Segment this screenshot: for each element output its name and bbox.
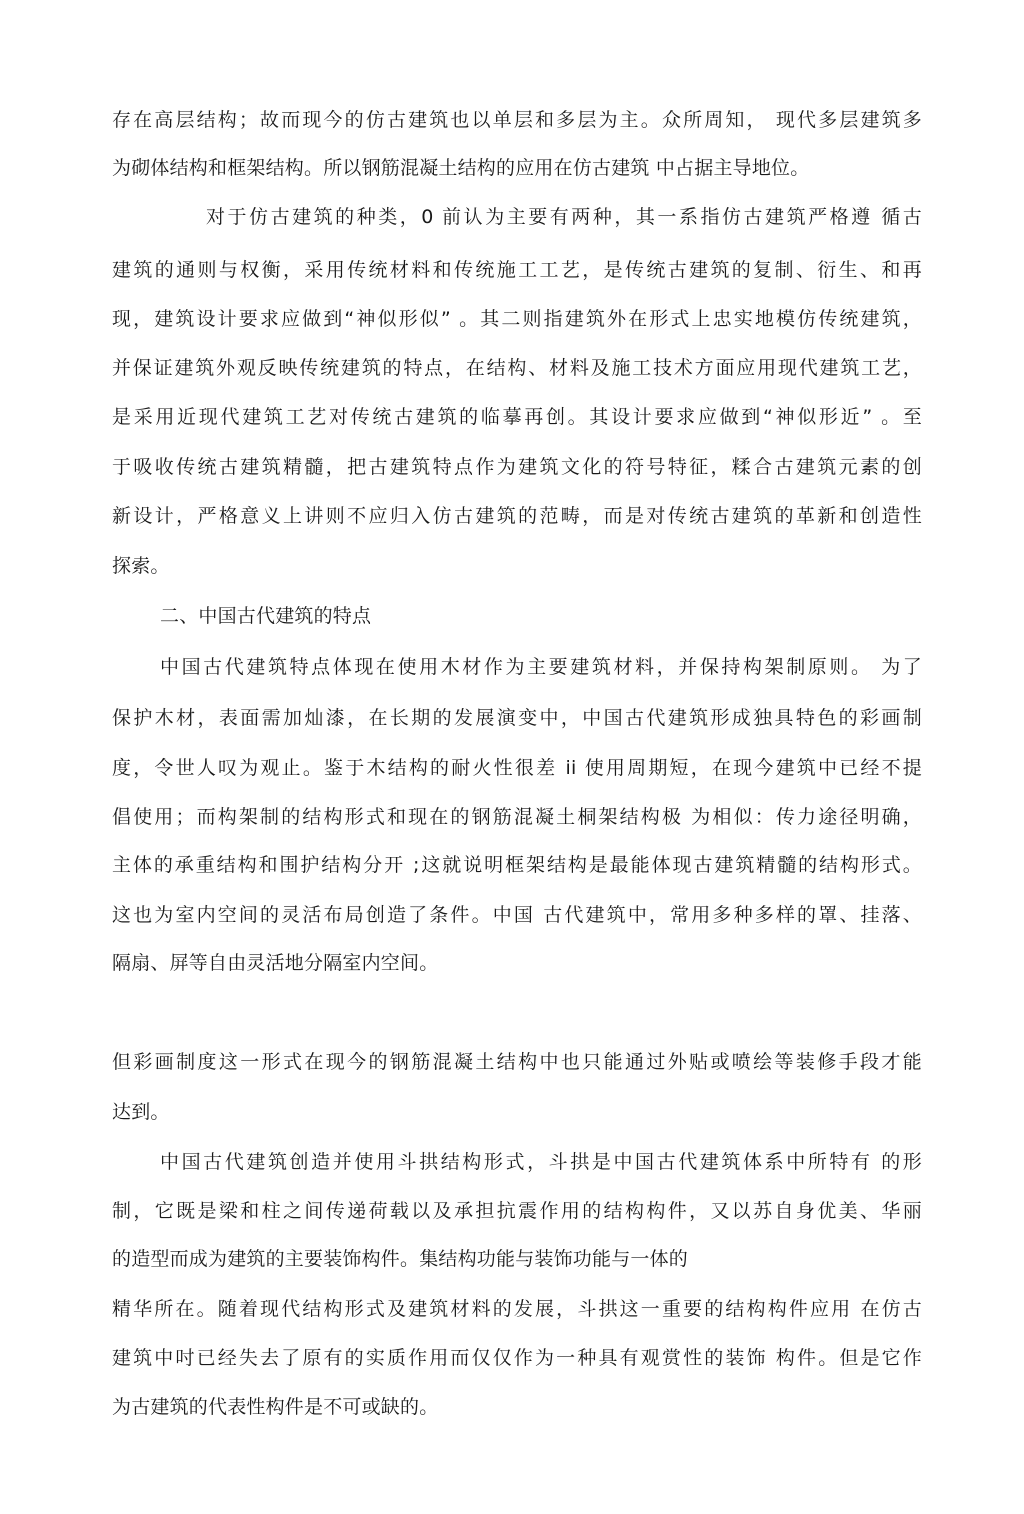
text-line: 于吸收传统古建筑精髓，把古建筑特点作为建筑文化的符号特征，糅合古建筑元素的创 — [112, 456, 922, 478]
text-line: 精华所在。随着现代结构形式及建筑材料的发展，斗拱这一重要的结构构件应用 在仿古 — [112, 1298, 922, 1320]
text-line: 度，令世人叹为观止。鉴于木结构的耐火性很差 ii 使用周期短，在现今建筑中已经不提 — [112, 757, 922, 779]
text-line: 达到。 — [112, 1101, 170, 1123]
text-line: 探索。 — [112, 555, 170, 577]
section-heading: 二、中国古代建筑的特点 — [160, 605, 372, 627]
text-line: 制，它既是梁和柱之间传递荷载以及承担抗震作用的结构构件，又以苏自身优美、华丽 — [112, 1200, 922, 1222]
text-line: 倡使用；而构架制的结构形式和现在的钢筋混凝土桐架结构极 为相似：传力途径明确， — [112, 806, 922, 828]
text-line: 为砌体结构和框架结构。所以钢筋混凝土结构的应用在仿古建筑 中占据主导地位。 — [112, 157, 810, 179]
text-line: 的造型而成为建筑的主要装饰构件。集结构功能与装饰功能与一体的 — [112, 1248, 689, 1270]
text-line: 是采用近现代建筑工艺对传统古建筑的临摹再创。其设计要求应做到“神似形近” 。至 — [112, 406, 922, 428]
text-line: 这也为室内空间的灵活布局创造了条件。中国 古代建筑中，常用多种多样的罩、挂落、 — [112, 904, 922, 926]
text-line: 但彩画制度这一形式在现今的钢筋混凝土结构中也只能通过外贴或喷绘等装修手段才能 — [112, 1051, 922, 1073]
text-line: 中国古代建筑创造并使用斗拱结构形式，斗拱是中国古代建筑体系中所特有 的形 — [160, 1151, 922, 1173]
text-line: 主体的承重结构和围护结构分开 ;这就说明框架结构是最能体现古建筑精髓的结构形式。 — [112, 854, 922, 876]
text-line: 建筑中吋已经失去了原有的实质作用而仅仅作为一种具有观赏性的装饰 构件。但是它作 — [112, 1347, 922, 1369]
text-line: 隔扇、屏等自由灵活地分隔室内空间。 — [112, 952, 439, 974]
text-line: 现，建筑设计要求应做到“神似形似” 。其二则指建筑外在形式上忠实地模仿传统建筑， — [112, 308, 922, 330]
text-line: 保护木材，表面需加灿漆，在长期的发展演变中，中国古代建筑形成独具特色的彩画制 — [112, 707, 922, 729]
text-line: 中国古代建筑特点体现在使用木材作为主要建筑材料，并保持构架制原则。 为了 — [160, 656, 922, 678]
text-line: 对于仿古建筑的种类，0 前认为主要有两种，其一系指仿古建筑严格遵 循古 — [206, 206, 922, 228]
text-line: 为古建筑的代表性构件是不可或缺的。 — [112, 1396, 439, 1418]
text-line: 存在高层结构；故而现今的仿古建筑也以单层和多层为主。众所周知， 现代多层建筑多 — [112, 109, 922, 131]
text-line: 并保证建筑外观反映传统建筑的特点，在结构、材料及施工技术方面应用现代建筑工艺， — [112, 357, 922, 379]
text-line: 建筑的通则与权衡，采用传统材料和传统施工工艺，是传统古建筑的复制、衍生、和再 — [112, 259, 922, 281]
text-line: 新设计，严格意义上讲则不应归入仿古建筑的范畴，而是对传统古建筑的革新和创造性 — [112, 505, 922, 527]
